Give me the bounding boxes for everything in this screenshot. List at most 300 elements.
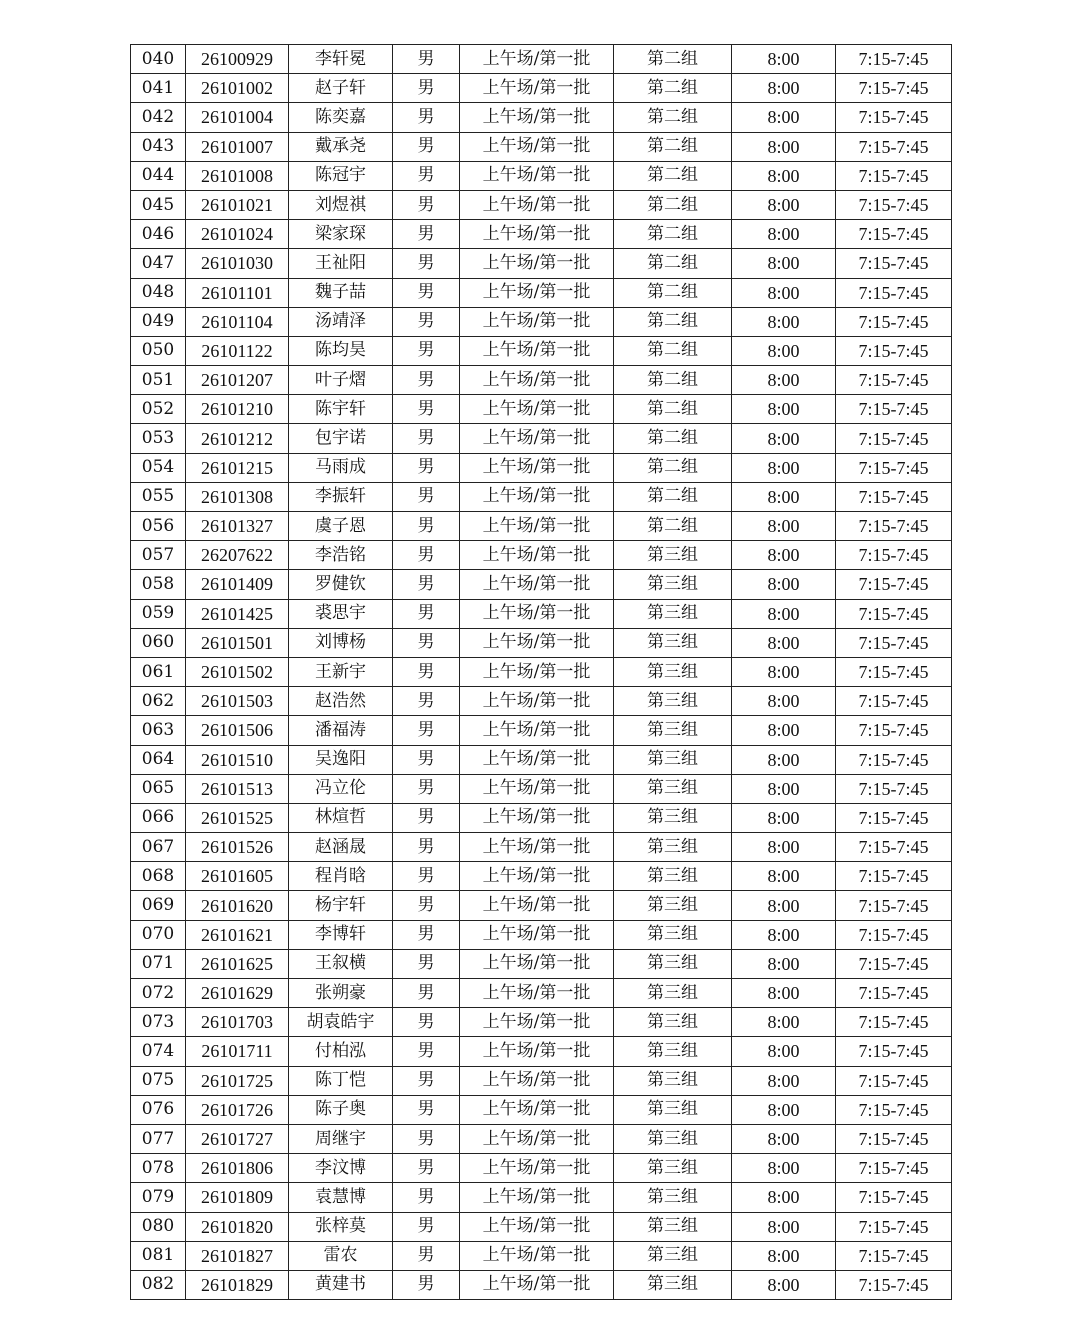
seq-cell: 054 <box>131 453 186 482</box>
group-cell: 第三组 <box>614 1154 732 1183</box>
session-cell: 上午场/第一批 <box>460 599 614 628</box>
table-row <box>131 1154 952 1183</box>
id-cell: 26101503 <box>186 687 289 716</box>
gender-cell: 男 <box>393 132 460 161</box>
checkin-window-cell: 7:15-7:45 <box>836 803 952 832</box>
id-cell: 26101513 <box>186 774 289 803</box>
checkin-window-cell: 7:15-7:45 <box>836 161 952 190</box>
gender-cell: 男 <box>393 1037 460 1066</box>
time-cell: 8:00 <box>732 774 836 803</box>
table-row <box>131 862 952 891</box>
seq-cell: 042 <box>131 103 186 132</box>
name-cell: 李博轩 <box>289 920 393 949</box>
checkin-window-cell: 7:15-7:45 <box>836 249 952 278</box>
time-cell: 8:00 <box>732 307 836 336</box>
session-cell: 上午场/第一批 <box>460 132 614 161</box>
id-cell: 26101727 <box>186 1124 289 1153</box>
gender-cell: 男 <box>393 628 460 657</box>
seq-cell: 046 <box>131 220 186 249</box>
id-cell: 26101820 <box>186 1212 289 1241</box>
session-cell: 上午场/第一批 <box>460 45 614 74</box>
gender-cell: 男 <box>393 45 460 74</box>
time-cell: 8:00 <box>732 45 836 74</box>
id-cell: 26101526 <box>186 833 289 862</box>
seq-cell: 070 <box>131 920 186 949</box>
name-cell: 陈丁恺 <box>289 1066 393 1095</box>
gender-cell: 男 <box>393 745 460 774</box>
group-cell: 第二组 <box>614 132 732 161</box>
table-row <box>131 833 952 862</box>
checkin-window-cell: 7:15-7:45 <box>836 395 952 424</box>
table-row <box>131 1095 952 1124</box>
time-cell: 8:00 <box>732 891 836 920</box>
gender-cell: 男 <box>393 336 460 365</box>
name-cell: 李轩冕 <box>289 45 393 74</box>
id-cell: 26207622 <box>186 541 289 570</box>
table-row <box>131 541 952 570</box>
group-cell: 第三组 <box>614 745 732 774</box>
table-row <box>131 657 952 686</box>
group-cell: 第二组 <box>614 453 732 482</box>
session-cell: 上午场/第一批 <box>460 1270 614 1299</box>
id-cell: 26101620 <box>186 891 289 920</box>
id-cell: 26101711 <box>186 1037 289 1066</box>
gender-cell: 男 <box>393 687 460 716</box>
gender-cell: 男 <box>393 1212 460 1241</box>
id-cell: 26101409 <box>186 570 289 599</box>
gender-cell: 男 <box>393 599 460 628</box>
session-cell: 上午场/第一批 <box>460 1241 614 1270</box>
group-cell: 第三组 <box>614 1037 732 1066</box>
seq-cell: 082 <box>131 1270 186 1299</box>
gender-cell: 男 <box>393 249 460 278</box>
group-cell: 第二组 <box>614 424 732 453</box>
gender-cell: 男 <box>393 803 460 832</box>
checkin-window-cell: 7:15-7:45 <box>836 278 952 307</box>
time-cell: 8:00 <box>732 949 836 978</box>
group-cell: 第三组 <box>614 1008 732 1037</box>
table-row <box>131 336 952 365</box>
seq-cell: 066 <box>131 803 186 832</box>
seq-cell: 051 <box>131 366 186 395</box>
group-cell: 第二组 <box>614 366 732 395</box>
id-cell: 26101510 <box>186 745 289 774</box>
checkin-window-cell: 7:15-7:45 <box>836 891 952 920</box>
seq-cell: 048 <box>131 278 186 307</box>
session-cell: 上午场/第一批 <box>460 657 614 686</box>
session-cell: 上午场/第一批 <box>460 1212 614 1241</box>
checkin-window-cell: 7:15-7:45 <box>836 453 952 482</box>
session-cell: 上午场/第一批 <box>460 453 614 482</box>
table-row <box>131 278 952 307</box>
seq-cell: 053 <box>131 424 186 453</box>
time-cell: 8:00 <box>732 657 836 686</box>
seq-cell: 056 <box>131 512 186 541</box>
checkin-window-cell: 7:15-7:45 <box>836 512 952 541</box>
group-cell: 第三组 <box>614 1095 732 1124</box>
group-cell: 第二组 <box>614 103 732 132</box>
time-cell: 8:00 <box>732 395 836 424</box>
group-cell: 第三组 <box>614 1066 732 1095</box>
time-cell: 8:00 <box>732 745 836 774</box>
name-cell: 包宇诺 <box>289 424 393 453</box>
id-cell: 26101004 <box>186 103 289 132</box>
time-cell: 8:00 <box>732 979 836 1008</box>
group-cell: 第三组 <box>614 803 732 832</box>
name-cell: 雷农 <box>289 1241 393 1270</box>
group-cell: 第二组 <box>614 74 732 103</box>
name-cell: 王新宇 <box>289 657 393 686</box>
group-cell: 第二组 <box>614 336 732 365</box>
group-cell: 第二组 <box>614 482 732 511</box>
seq-cell: 068 <box>131 862 186 891</box>
session-cell: 上午场/第一批 <box>460 833 614 862</box>
session-cell: 上午场/第一批 <box>460 482 614 511</box>
id-cell: 26101809 <box>186 1183 289 1212</box>
checkin-window-cell: 7:15-7:45 <box>836 1154 952 1183</box>
session-cell: 上午场/第一批 <box>460 1066 614 1095</box>
group-cell: 第三组 <box>614 979 732 1008</box>
checkin-window-cell: 7:15-7:45 <box>836 482 952 511</box>
id-cell: 26101002 <box>186 74 289 103</box>
group-cell: 第二组 <box>614 278 732 307</box>
time-cell: 8:00 <box>732 687 836 716</box>
session-cell: 上午场/第一批 <box>460 891 614 920</box>
checkin-window-cell: 7:15-7:45 <box>836 103 952 132</box>
name-cell: 汤靖泽 <box>289 307 393 336</box>
session-cell: 上午场/第一批 <box>460 949 614 978</box>
time-cell: 8:00 <box>732 541 836 570</box>
group-cell: 第三组 <box>614 716 732 745</box>
time-cell: 8:00 <box>732 1008 836 1037</box>
time-cell: 8:00 <box>732 599 836 628</box>
checkin-window-cell: 7:15-7:45 <box>836 657 952 686</box>
group-cell: 第三组 <box>614 774 732 803</box>
group-cell: 第三组 <box>614 833 732 862</box>
name-cell: 程肖晗 <box>289 862 393 891</box>
time-cell: 8:00 <box>732 74 836 103</box>
session-cell: 上午场/第一批 <box>460 220 614 249</box>
table-row <box>131 220 952 249</box>
name-cell: 赵涵晟 <box>289 833 393 862</box>
gender-cell: 男 <box>393 395 460 424</box>
time-cell: 8:00 <box>732 424 836 453</box>
group-cell: 第三组 <box>614 628 732 657</box>
session-cell: 上午场/第一批 <box>460 1183 614 1212</box>
checkin-window-cell: 7:15-7:45 <box>836 424 952 453</box>
name-cell: 李汶博 <box>289 1154 393 1183</box>
time-cell: 8:00 <box>732 366 836 395</box>
gender-cell: 男 <box>393 891 460 920</box>
table-row <box>131 249 952 278</box>
table-row <box>131 1124 952 1153</box>
seq-cell: 063 <box>131 716 186 745</box>
seq-cell: 044 <box>131 161 186 190</box>
gender-cell: 男 <box>393 657 460 686</box>
id-cell: 26101806 <box>186 1154 289 1183</box>
time-cell: 8:00 <box>732 920 836 949</box>
session-cell: 上午场/第一批 <box>460 570 614 599</box>
session-cell: 上午场/第一批 <box>460 1124 614 1153</box>
seq-cell: 065 <box>131 774 186 803</box>
name-cell: 裘思宇 <box>289 599 393 628</box>
group-cell: 第三组 <box>614 1241 732 1270</box>
name-cell: 袁慧博 <box>289 1183 393 1212</box>
time-cell: 8:00 <box>732 716 836 745</box>
name-cell: 李振轩 <box>289 482 393 511</box>
session-cell: 上午场/第一批 <box>460 745 614 774</box>
gender-cell: 男 <box>393 453 460 482</box>
session-cell: 上午场/第一批 <box>460 1037 614 1066</box>
seq-cell: 045 <box>131 190 186 219</box>
seq-cell: 040 <box>131 45 186 74</box>
id-cell: 26101210 <box>186 395 289 424</box>
name-cell: 林煊哲 <box>289 803 393 832</box>
table-row <box>131 920 952 949</box>
name-cell: 李浩铭 <box>289 541 393 570</box>
table-row <box>131 745 952 774</box>
seq-cell: 041 <box>131 74 186 103</box>
time-cell: 8:00 <box>732 1095 836 1124</box>
gender-cell: 男 <box>393 512 460 541</box>
checkin-window-cell: 7:15-7:45 <box>836 190 952 219</box>
name-cell: 张梓莫 <box>289 1212 393 1241</box>
time-cell: 8:00 <box>732 132 836 161</box>
id-cell: 26101621 <box>186 920 289 949</box>
checkin-window-cell: 7:15-7:45 <box>836 45 952 74</box>
seq-cell: 043 <box>131 132 186 161</box>
id-cell: 26101008 <box>186 161 289 190</box>
seq-cell: 077 <box>131 1124 186 1153</box>
checkin-window-cell: 7:15-7:45 <box>836 1008 952 1037</box>
id-cell: 26101101 <box>186 278 289 307</box>
name-cell: 魏子喆 <box>289 278 393 307</box>
table-row <box>131 103 952 132</box>
id-cell: 26101308 <box>186 482 289 511</box>
name-cell: 陈冠宇 <box>289 161 393 190</box>
name-cell: 戴承尧 <box>289 132 393 161</box>
time-cell: 8:00 <box>732 1270 836 1299</box>
checkin-window-cell: 7:15-7:45 <box>836 366 952 395</box>
name-cell: 王祉阳 <box>289 249 393 278</box>
seq-cell: 047 <box>131 249 186 278</box>
session-cell: 上午场/第一批 <box>460 716 614 745</box>
name-cell: 张朔豪 <box>289 979 393 1008</box>
checkin-window-cell: 7:15-7:45 <box>836 1095 952 1124</box>
table-row <box>131 161 952 190</box>
seq-cell: 067 <box>131 833 186 862</box>
checkin-window-cell: 7:15-7:45 <box>836 220 952 249</box>
name-cell: 周继宇 <box>289 1124 393 1153</box>
name-cell: 刘煜祺 <box>289 190 393 219</box>
gender-cell: 男 <box>393 1008 460 1037</box>
checkin-window-cell: 7:15-7:45 <box>836 1037 952 1066</box>
group-cell: 第二组 <box>614 307 732 336</box>
time-cell: 8:00 <box>732 803 836 832</box>
seq-cell: 074 <box>131 1037 186 1066</box>
checkin-window-cell: 7:15-7:45 <box>836 628 952 657</box>
id-cell: 26101506 <box>186 716 289 745</box>
group-cell: 第二组 <box>614 161 732 190</box>
session-cell: 上午场/第一批 <box>460 336 614 365</box>
session-cell: 上午场/第一批 <box>460 307 614 336</box>
id-cell: 26101605 <box>186 862 289 891</box>
name-cell: 潘福涛 <box>289 716 393 745</box>
gender-cell: 男 <box>393 716 460 745</box>
roster-body <box>131 45 952 1300</box>
gender-cell: 男 <box>393 278 460 307</box>
id-cell: 26101827 <box>186 1241 289 1270</box>
table-row <box>131 570 952 599</box>
seq-cell: 049 <box>131 307 186 336</box>
name-cell: 陈子奥 <box>289 1095 393 1124</box>
session-cell: 上午场/第一批 <box>460 103 614 132</box>
id-cell: 26101425 <box>186 599 289 628</box>
table-row <box>131 1183 952 1212</box>
group-cell: 第三组 <box>614 570 732 599</box>
checkin-window-cell: 7:15-7:45 <box>836 979 952 1008</box>
checkin-window-cell: 7:15-7:45 <box>836 833 952 862</box>
checkin-window-cell: 7:15-7:45 <box>836 1212 952 1241</box>
seq-cell: 080 <box>131 1212 186 1241</box>
time-cell: 8:00 <box>732 103 836 132</box>
time-cell: 8:00 <box>732 1124 836 1153</box>
checkin-window-cell: 7:15-7:45 <box>836 541 952 570</box>
time-cell: 8:00 <box>732 628 836 657</box>
name-cell: 刘博杨 <box>289 628 393 657</box>
table-row <box>131 628 952 657</box>
gender-cell: 男 <box>393 774 460 803</box>
time-cell: 8:00 <box>732 1154 836 1183</box>
session-cell: 上午场/第一批 <box>460 803 614 832</box>
group-cell: 第二组 <box>614 45 732 74</box>
checkin-window-cell: 7:15-7:45 <box>836 1270 952 1299</box>
group-cell: 第三组 <box>614 599 732 628</box>
seq-cell: 064 <box>131 745 186 774</box>
seq-cell: 079 <box>131 1183 186 1212</box>
table-row <box>131 453 952 482</box>
table-row <box>131 395 952 424</box>
table-row <box>131 1037 952 1066</box>
table-row <box>131 307 952 336</box>
name-cell: 赵子轩 <box>289 74 393 103</box>
session-cell: 上午场/第一批 <box>460 1095 614 1124</box>
table-row <box>131 190 952 219</box>
time-cell: 8:00 <box>732 862 836 891</box>
session-cell: 上午场/第一批 <box>460 161 614 190</box>
id-cell: 26101525 <box>186 803 289 832</box>
name-cell: 叶子熠 <box>289 366 393 395</box>
seq-cell: 072 <box>131 979 186 1008</box>
gender-cell: 男 <box>393 190 460 219</box>
checkin-window-cell: 7:15-7:45 <box>836 1066 952 1095</box>
seq-cell: 078 <box>131 1154 186 1183</box>
name-cell: 陈宇轩 <box>289 395 393 424</box>
table-row <box>131 45 952 74</box>
time-cell: 8:00 <box>732 220 836 249</box>
session-cell: 上午场/第一批 <box>460 862 614 891</box>
gender-cell: 男 <box>393 366 460 395</box>
checkin-window-cell: 7:15-7:45 <box>836 1183 952 1212</box>
session-cell: 上午场/第一批 <box>460 1154 614 1183</box>
table-row <box>131 716 952 745</box>
table-row <box>131 599 952 628</box>
time-cell: 8:00 <box>732 1183 836 1212</box>
table-row <box>131 803 952 832</box>
name-cell: 罗健钦 <box>289 570 393 599</box>
session-cell: 上午场/第一批 <box>460 1008 614 1037</box>
group-cell: 第二组 <box>614 395 732 424</box>
seq-cell: 052 <box>131 395 186 424</box>
table-row <box>131 1270 952 1299</box>
session-cell: 上午场/第一批 <box>460 190 614 219</box>
table-row <box>131 482 952 511</box>
time-cell: 8:00 <box>732 336 836 365</box>
gender-cell: 男 <box>393 833 460 862</box>
session-cell: 上午场/第一批 <box>460 920 614 949</box>
name-cell: 陈奕嘉 <box>289 103 393 132</box>
id-cell: 26101502 <box>186 657 289 686</box>
checkin-window-cell: 7:15-7:45 <box>836 920 952 949</box>
time-cell: 8:00 <box>732 1212 836 1241</box>
session-cell: 上午场/第一批 <box>460 278 614 307</box>
gender-cell: 男 <box>393 1241 460 1270</box>
time-cell: 8:00 <box>732 161 836 190</box>
checkin-window-cell: 7:15-7:45 <box>836 745 952 774</box>
group-cell: 第三组 <box>614 949 732 978</box>
checkin-window-cell: 7:15-7:45 <box>836 949 952 978</box>
name-cell: 马雨成 <box>289 453 393 482</box>
group-cell: 第三组 <box>614 687 732 716</box>
id-cell: 26101207 <box>186 366 289 395</box>
group-cell: 第三组 <box>614 891 732 920</box>
checkin-window-cell: 7:15-7:45 <box>836 862 952 891</box>
gender-cell: 男 <box>393 424 460 453</box>
id-cell: 26101104 <box>186 307 289 336</box>
session-cell: 上午场/第一批 <box>460 424 614 453</box>
name-cell: 吴逸阳 <box>289 745 393 774</box>
gender-cell: 男 <box>393 920 460 949</box>
gender-cell: 男 <box>393 103 460 132</box>
table-row <box>131 74 952 103</box>
id-cell: 26101703 <box>186 1008 289 1037</box>
seq-cell: 062 <box>131 687 186 716</box>
gender-cell: 男 <box>393 979 460 1008</box>
gender-cell: 男 <box>393 161 460 190</box>
session-cell: 上午场/第一批 <box>460 395 614 424</box>
time-cell: 8:00 <box>732 482 836 511</box>
checkin-window-cell: 7:15-7:45 <box>836 1124 952 1153</box>
seq-cell: 060 <box>131 628 186 657</box>
name-cell: 梁家琛 <box>289 220 393 249</box>
name-cell: 胡袁皓宇 <box>289 1008 393 1037</box>
checkin-window-cell: 7:15-7:45 <box>836 570 952 599</box>
seq-cell: 057 <box>131 541 186 570</box>
group-cell: 第三组 <box>614 1183 732 1212</box>
seq-cell: 050 <box>131 336 186 365</box>
checkin-window-cell: 7:15-7:45 <box>836 687 952 716</box>
time-cell: 8:00 <box>732 570 836 599</box>
time-cell: 8:00 <box>732 453 836 482</box>
group-cell: 第三组 <box>614 862 732 891</box>
session-cell: 上午场/第一批 <box>460 774 614 803</box>
table-row <box>131 979 952 1008</box>
table-row <box>131 1241 952 1270</box>
group-cell: 第三组 <box>614 1212 732 1241</box>
name-cell: 付柏泓 <box>289 1037 393 1066</box>
id-cell: 26100929 <box>186 45 289 74</box>
checkin-window-cell: 7:15-7:45 <box>836 132 952 161</box>
